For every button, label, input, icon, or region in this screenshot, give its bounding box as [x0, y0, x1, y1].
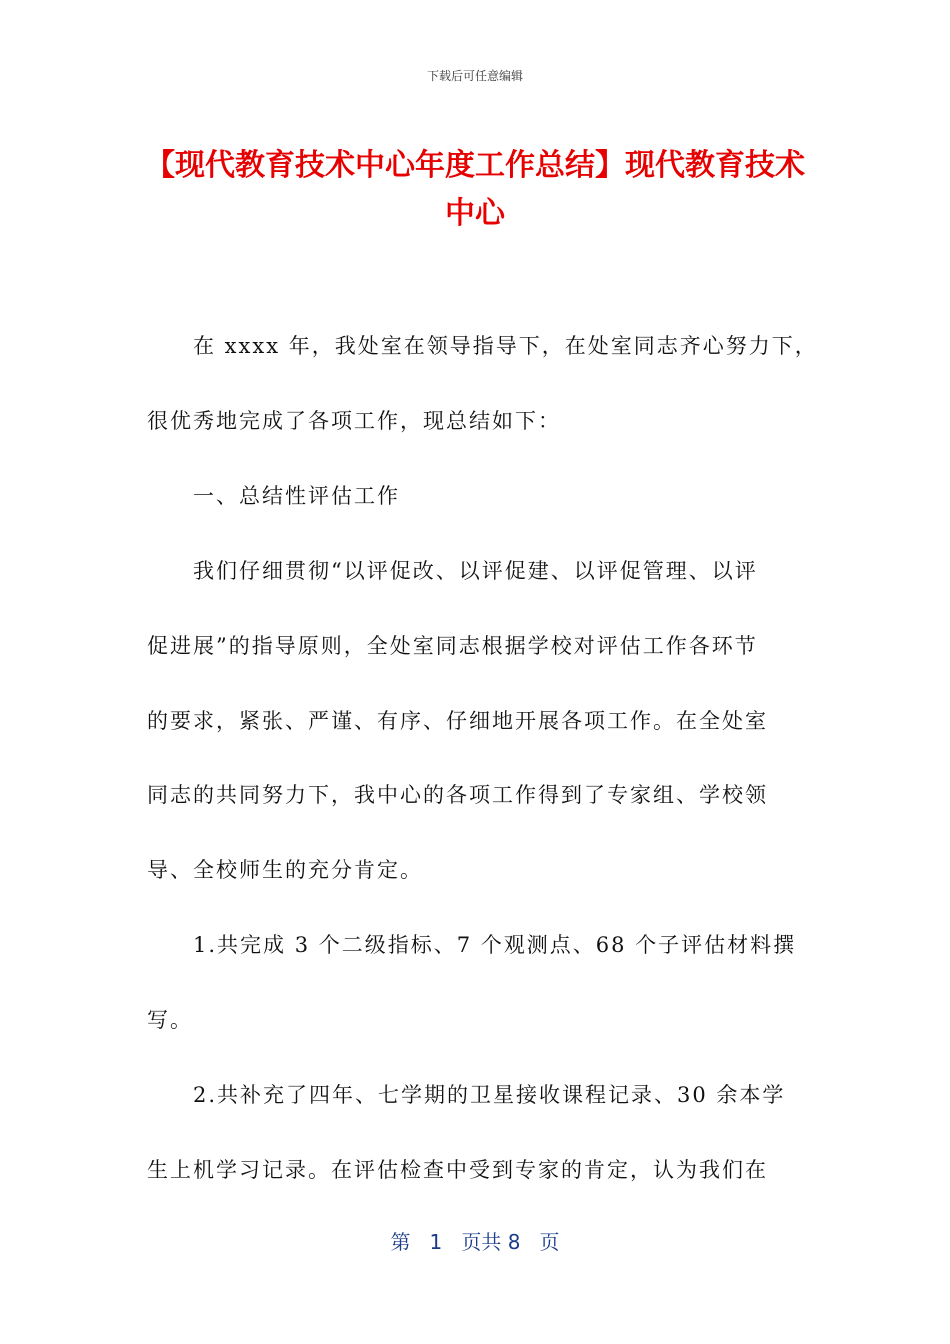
list-item-line: 写。 — [147, 1008, 193, 1032]
current-page-number: 1 — [429, 1230, 443, 1254]
paragraph-line: 我们仔细贯彻“以评促改、以评促建、以评促管理、以评 — [193, 559, 758, 583]
paragraph-line: 的要求，紧张、严谨、有序、仔细地开展各项工作。在全处室 — [147, 709, 768, 733]
list-item-line: 2.共补充了四年、七学期的卫星接收课程记录、30 余本学 — [193, 1083, 786, 1107]
paragraph-line: 促进展”的指导原则，全处室同志根据学校对评估工作各环节 — [147, 634, 758, 658]
page-suffix: 页 — [539, 1230, 560, 1254]
paragraph-line: 在 xxxx 年，我处室在领导指导下，在处室同志齐心努力下， — [193, 334, 818, 358]
section-heading: 一、总结性评估工作 — [193, 484, 400, 508]
total-pages-number: 8 — [507, 1230, 521, 1254]
paragraph-line: 同志的共同努力下，我中心的各项工作得到了专家组、学校领 — [147, 783, 768, 807]
paragraph-line: 很优秀地完成了各项工作，现总结如下： — [147, 409, 561, 433]
document-title: 【现代教育技术中心年度工作总结】现代教育技术中心 — [145, 148, 805, 231]
list-item-line: 1.共完成 3 个二级指标、7 个观测点、68 个子评估材料撰 — [193, 933, 797, 957]
paragraph-line: 导、全校师生的充分肯定。 — [147, 858, 423, 882]
total-label: 页共 — [461, 1230, 502, 1254]
list-item-line: 生上机学习记录。在评估检查中受到专家的肯定，认为我们在 — [147, 1158, 768, 1182]
download-note: 下载后可任意编辑 — [426, 69, 523, 83]
page-label: 第 — [390, 1230, 411, 1254]
page-footer — [0, 1226, 950, 1255]
